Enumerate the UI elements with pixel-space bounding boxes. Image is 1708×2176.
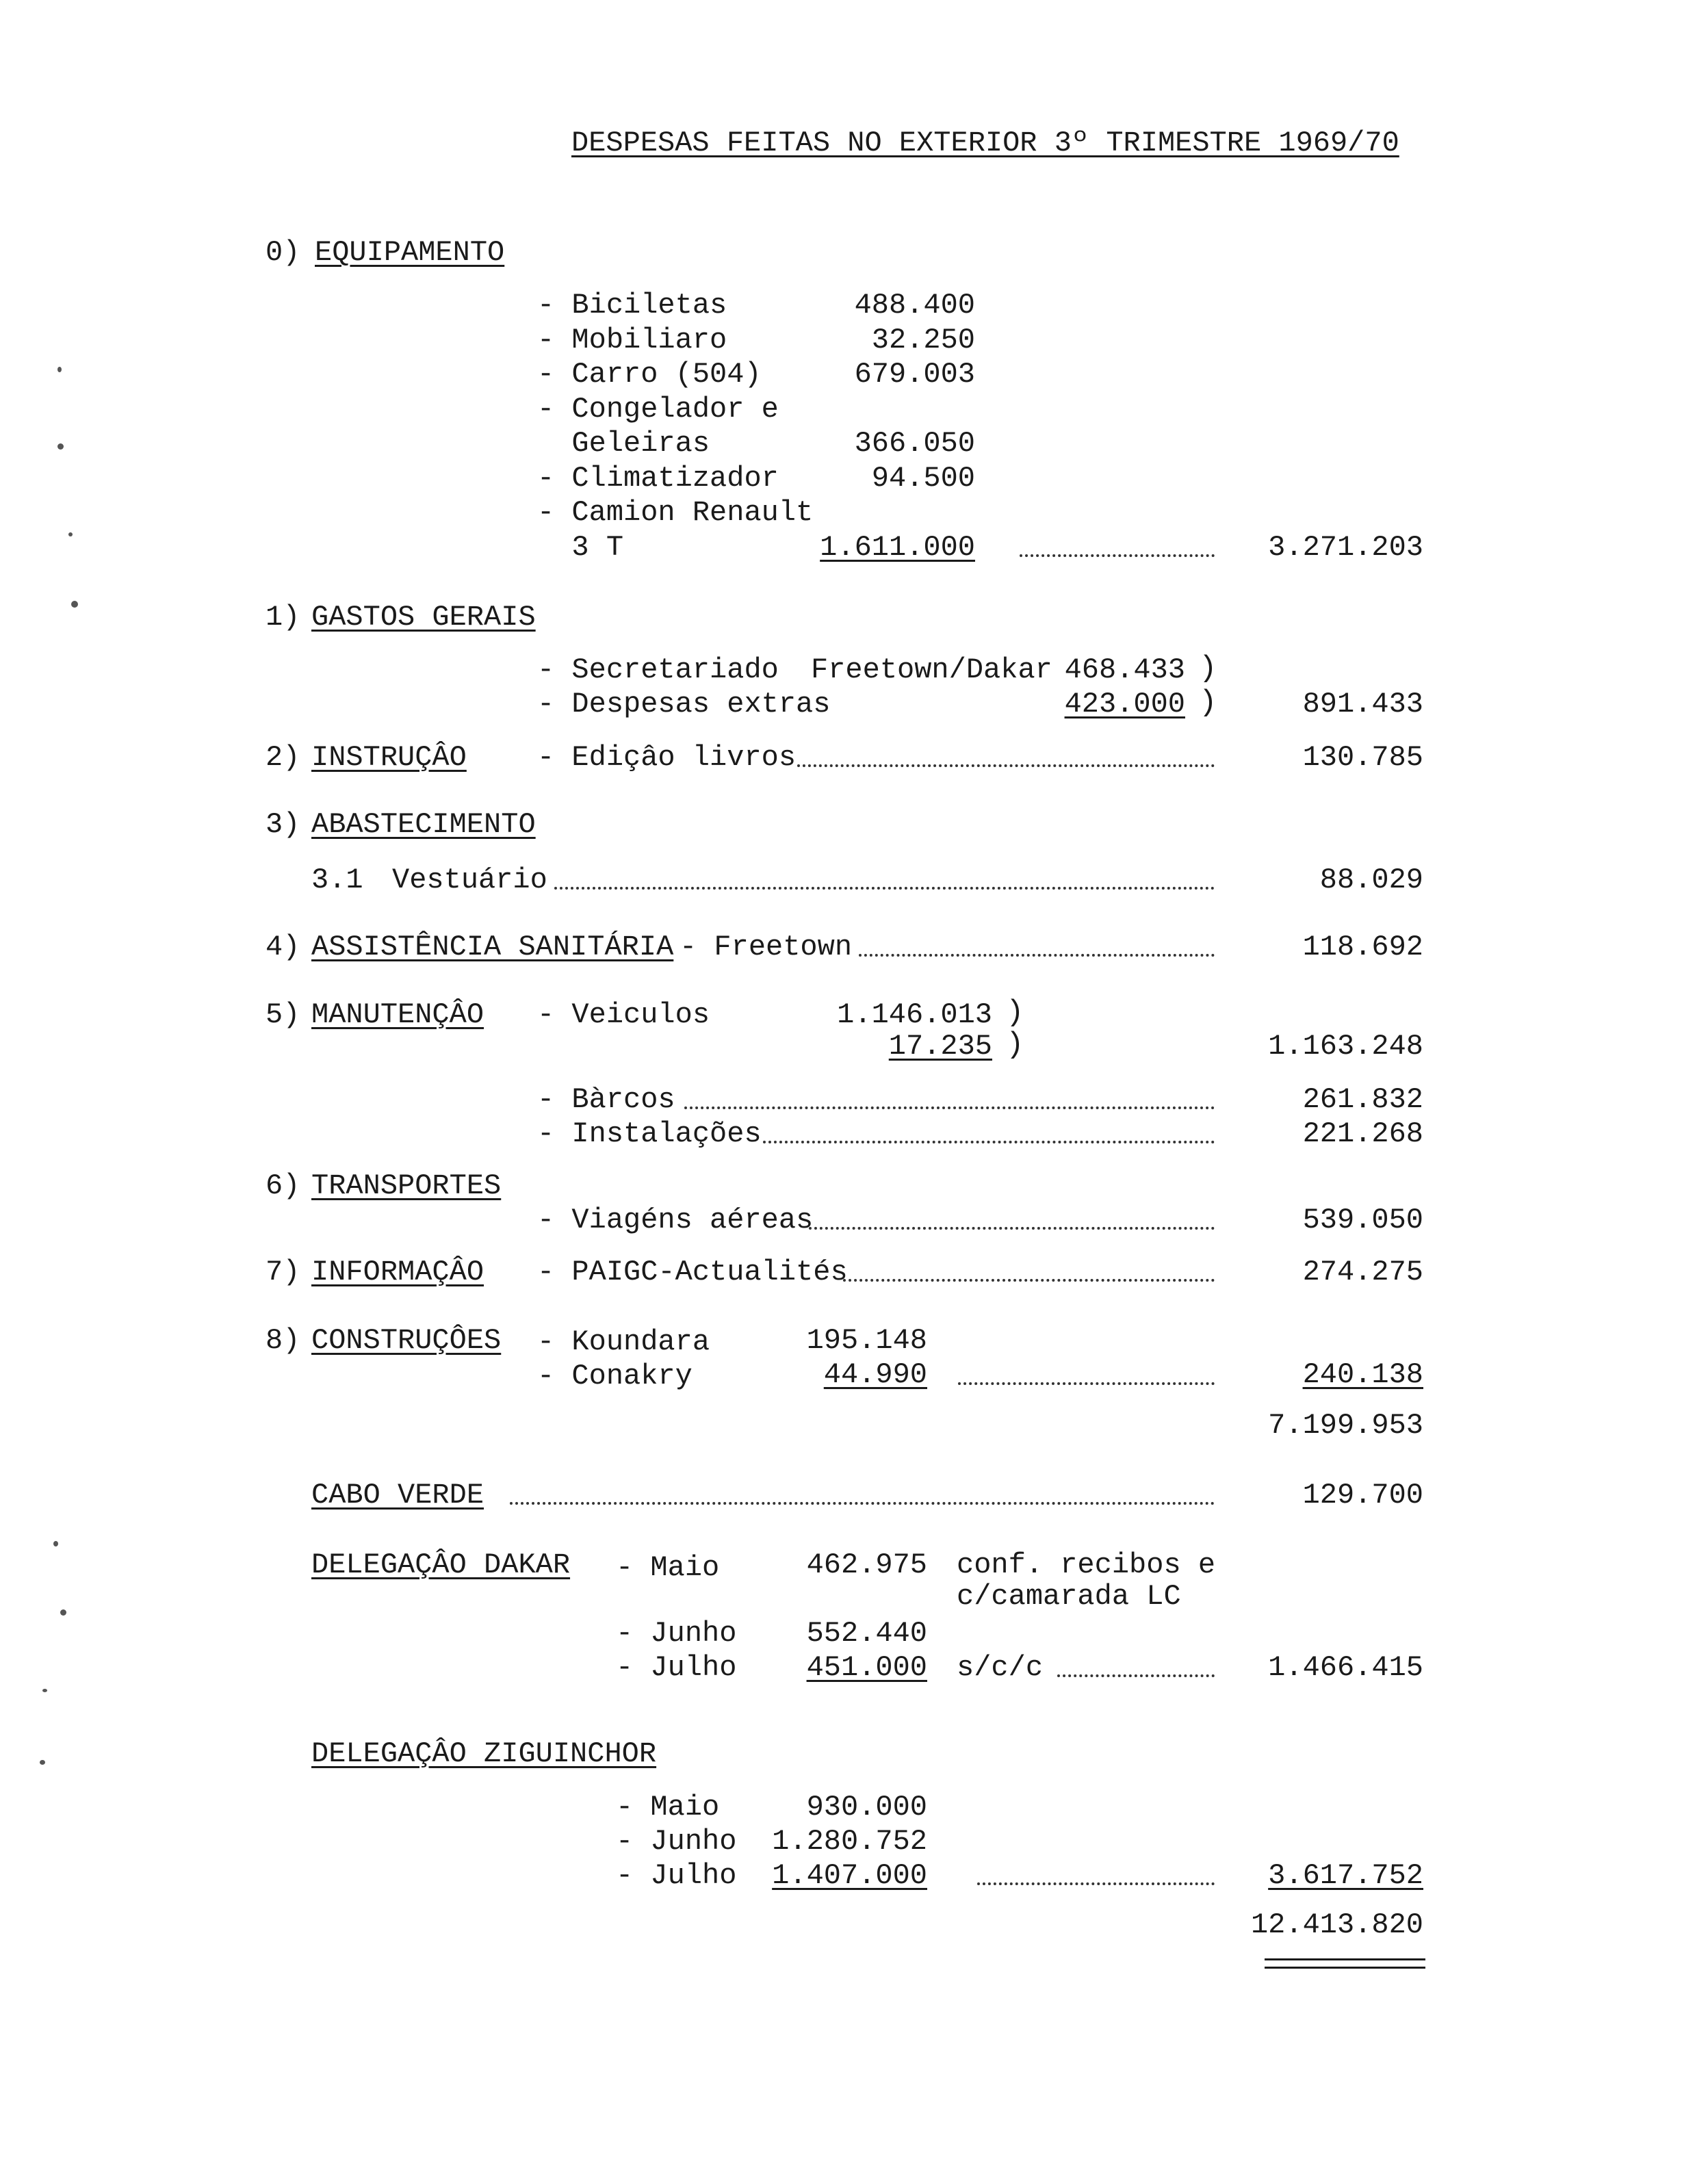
dot-leader xyxy=(958,1382,1215,1385)
item-value: 94.500 xyxy=(871,462,975,495)
dot-leader xyxy=(554,887,1215,890)
item-value: 32.250 xyxy=(871,324,975,357)
item-value: 366.050 xyxy=(854,427,975,460)
item-value: 44.990 xyxy=(823,1358,927,1391)
item-label: - Despesas extras xyxy=(537,688,831,721)
section-number: 8) xyxy=(266,1324,300,1357)
scan-speck xyxy=(40,1760,45,1765)
bracket: ) xyxy=(1199,651,1217,686)
section-number: 5) xyxy=(266,998,300,1031)
item-label: - Ediçâo livros xyxy=(537,741,797,774)
subsection-number: 3.1 xyxy=(311,864,363,896)
section-total: 3.617.752 xyxy=(1268,1859,1423,1892)
item-label: - Instalações xyxy=(537,1117,762,1150)
dot-leader xyxy=(763,1141,1215,1143)
item-value: 462.975 xyxy=(806,1549,927,1581)
item-value: 1.280.752 xyxy=(772,1825,927,1858)
section-heading: ASSISTÊNCIA SANITÁRIA xyxy=(311,931,674,963)
section-heading: MANUTENÇÂO xyxy=(311,998,484,1031)
dot-leader xyxy=(1020,554,1215,557)
item-value: 1.611.000 xyxy=(820,531,975,564)
section-total: 1.466.415 xyxy=(1268,1651,1423,1684)
section-heading: CABO VERDE xyxy=(311,1479,484,1512)
section-total: 539.050 xyxy=(1302,1204,1423,1236)
note: conf. recibos e xyxy=(957,1549,1216,1581)
item-value: 1.146.013 xyxy=(837,998,992,1031)
dot-leader xyxy=(684,1106,1215,1109)
dot-leader xyxy=(859,954,1215,957)
dot-leader xyxy=(797,764,1215,767)
scan-speck xyxy=(60,1609,66,1616)
item-value: 679.003 xyxy=(854,358,975,391)
item-label: Geleiras xyxy=(537,427,710,460)
bracket: ) xyxy=(1006,996,1024,1030)
section-number: 1) xyxy=(266,601,300,634)
section-heading: ABASTECIMENTO xyxy=(311,808,536,841)
double-rule xyxy=(1265,1967,1425,1969)
note: s/c/c xyxy=(957,1651,1044,1684)
scan-speck xyxy=(42,1689,47,1692)
section-total: 891.433 xyxy=(1302,688,1423,721)
item-label: - Mobiliaro xyxy=(537,324,727,357)
dot-leader xyxy=(843,1279,1215,1282)
section-heading: INFORMAÇÂO xyxy=(311,1256,484,1288)
section-number: 6) xyxy=(266,1169,300,1202)
item-label: - Biciletas xyxy=(537,289,727,322)
subtotal: 7.199.953 xyxy=(1268,1409,1423,1442)
item-value: 930.000 xyxy=(806,1791,927,1824)
item-label: 3 T xyxy=(537,531,624,564)
section-total: 3.271.203 xyxy=(1268,531,1423,564)
item-value: 468.433 xyxy=(1064,653,1185,686)
dot-leader xyxy=(809,1227,1215,1230)
section-total: 130.785 xyxy=(1302,741,1423,774)
item-label: - Koundara xyxy=(537,1325,710,1358)
page-title: DESPESAS FEITAS NO EXTERIOR 3º TRIMESTRE 1969/70 xyxy=(571,127,1399,159)
item-label: - Congelador e xyxy=(537,393,779,426)
section-heading: CONSTRUÇÔES xyxy=(311,1324,502,1357)
item-value: 451.000 xyxy=(806,1651,927,1684)
item-label: - Viagéns aéreas xyxy=(537,1204,814,1236)
section-total: 1.163.248 xyxy=(1268,1030,1423,1063)
item-label: - Climatizador xyxy=(537,462,779,495)
month-label: - Junho xyxy=(616,1825,737,1858)
section-heading: EQUIPAMENTO xyxy=(315,236,505,269)
section-total: 240.138 xyxy=(1302,1358,1423,1391)
scan-speck xyxy=(71,601,78,608)
section-number: 0) xyxy=(266,236,300,269)
item-value: 552.440 xyxy=(806,1617,927,1650)
item-label: - Carro (504) xyxy=(537,358,762,391)
dot-leader xyxy=(510,1502,1215,1505)
item-value: 488.400 xyxy=(854,289,975,322)
dot-leader xyxy=(977,1882,1215,1885)
section-total: 274.275 xyxy=(1302,1256,1423,1288)
month-label: - Junho xyxy=(616,1617,737,1650)
item-label: - Freetown xyxy=(680,931,853,963)
item-label: - Secretariado xyxy=(537,653,779,686)
section-heading: GASTOS GERAIS xyxy=(311,601,536,634)
item-value: 17.235 xyxy=(888,1030,992,1063)
section-total: 261.832 xyxy=(1302,1083,1423,1116)
section-number: 3) xyxy=(266,808,300,841)
section-heading: INSTRUÇÂO xyxy=(311,741,467,774)
section-heading: DELEGAÇÂO ZIGUINCHOR xyxy=(311,1737,657,1770)
note: c/camarada LC xyxy=(957,1580,1181,1613)
month-label: - Maio xyxy=(616,1791,720,1824)
section-total: 221.268 xyxy=(1302,1117,1423,1150)
section-total: 118.692 xyxy=(1302,931,1423,963)
item-label: - PAIGC-Actualités xyxy=(537,1256,848,1288)
bracket: ) xyxy=(1006,1028,1024,1062)
item-label: Freetown/Dakar xyxy=(811,653,1052,686)
section-number: 2) xyxy=(266,741,300,774)
month-label: - Julho xyxy=(616,1859,737,1892)
section-total: 88.029 xyxy=(1319,864,1423,896)
grand-total: 12.413.820 xyxy=(1250,1908,1423,1941)
scan-speck xyxy=(68,532,73,536)
section-total: 129.700 xyxy=(1302,1479,1423,1512)
section-number: 4) xyxy=(266,931,300,963)
item-value: 423.000 xyxy=(1064,688,1185,721)
double-rule xyxy=(1265,1958,1425,1960)
item-label: - Bàrcos xyxy=(537,1083,675,1116)
scan-speck xyxy=(57,367,62,372)
item-label: Vestuário xyxy=(392,864,547,896)
scan-speck xyxy=(57,443,64,450)
item-label: - Conakry xyxy=(537,1360,693,1393)
month-label: - Maio xyxy=(616,1551,720,1584)
item-label: - Veiculos xyxy=(537,998,710,1031)
item-value: 195.148 xyxy=(806,1324,927,1357)
dot-leader xyxy=(1057,1674,1215,1677)
item-label: - Camion Renault xyxy=(537,496,814,529)
section-number: 7) xyxy=(266,1256,300,1288)
scan-speck xyxy=(53,1541,58,1546)
item-value: 1.407.000 xyxy=(772,1859,927,1892)
bracket: ) xyxy=(1199,686,1217,720)
section-heading: TRANSPORTES xyxy=(311,1169,502,1202)
section-heading: DELEGAÇÂO DAKAR xyxy=(311,1549,571,1581)
month-label: - Julho xyxy=(616,1651,737,1684)
